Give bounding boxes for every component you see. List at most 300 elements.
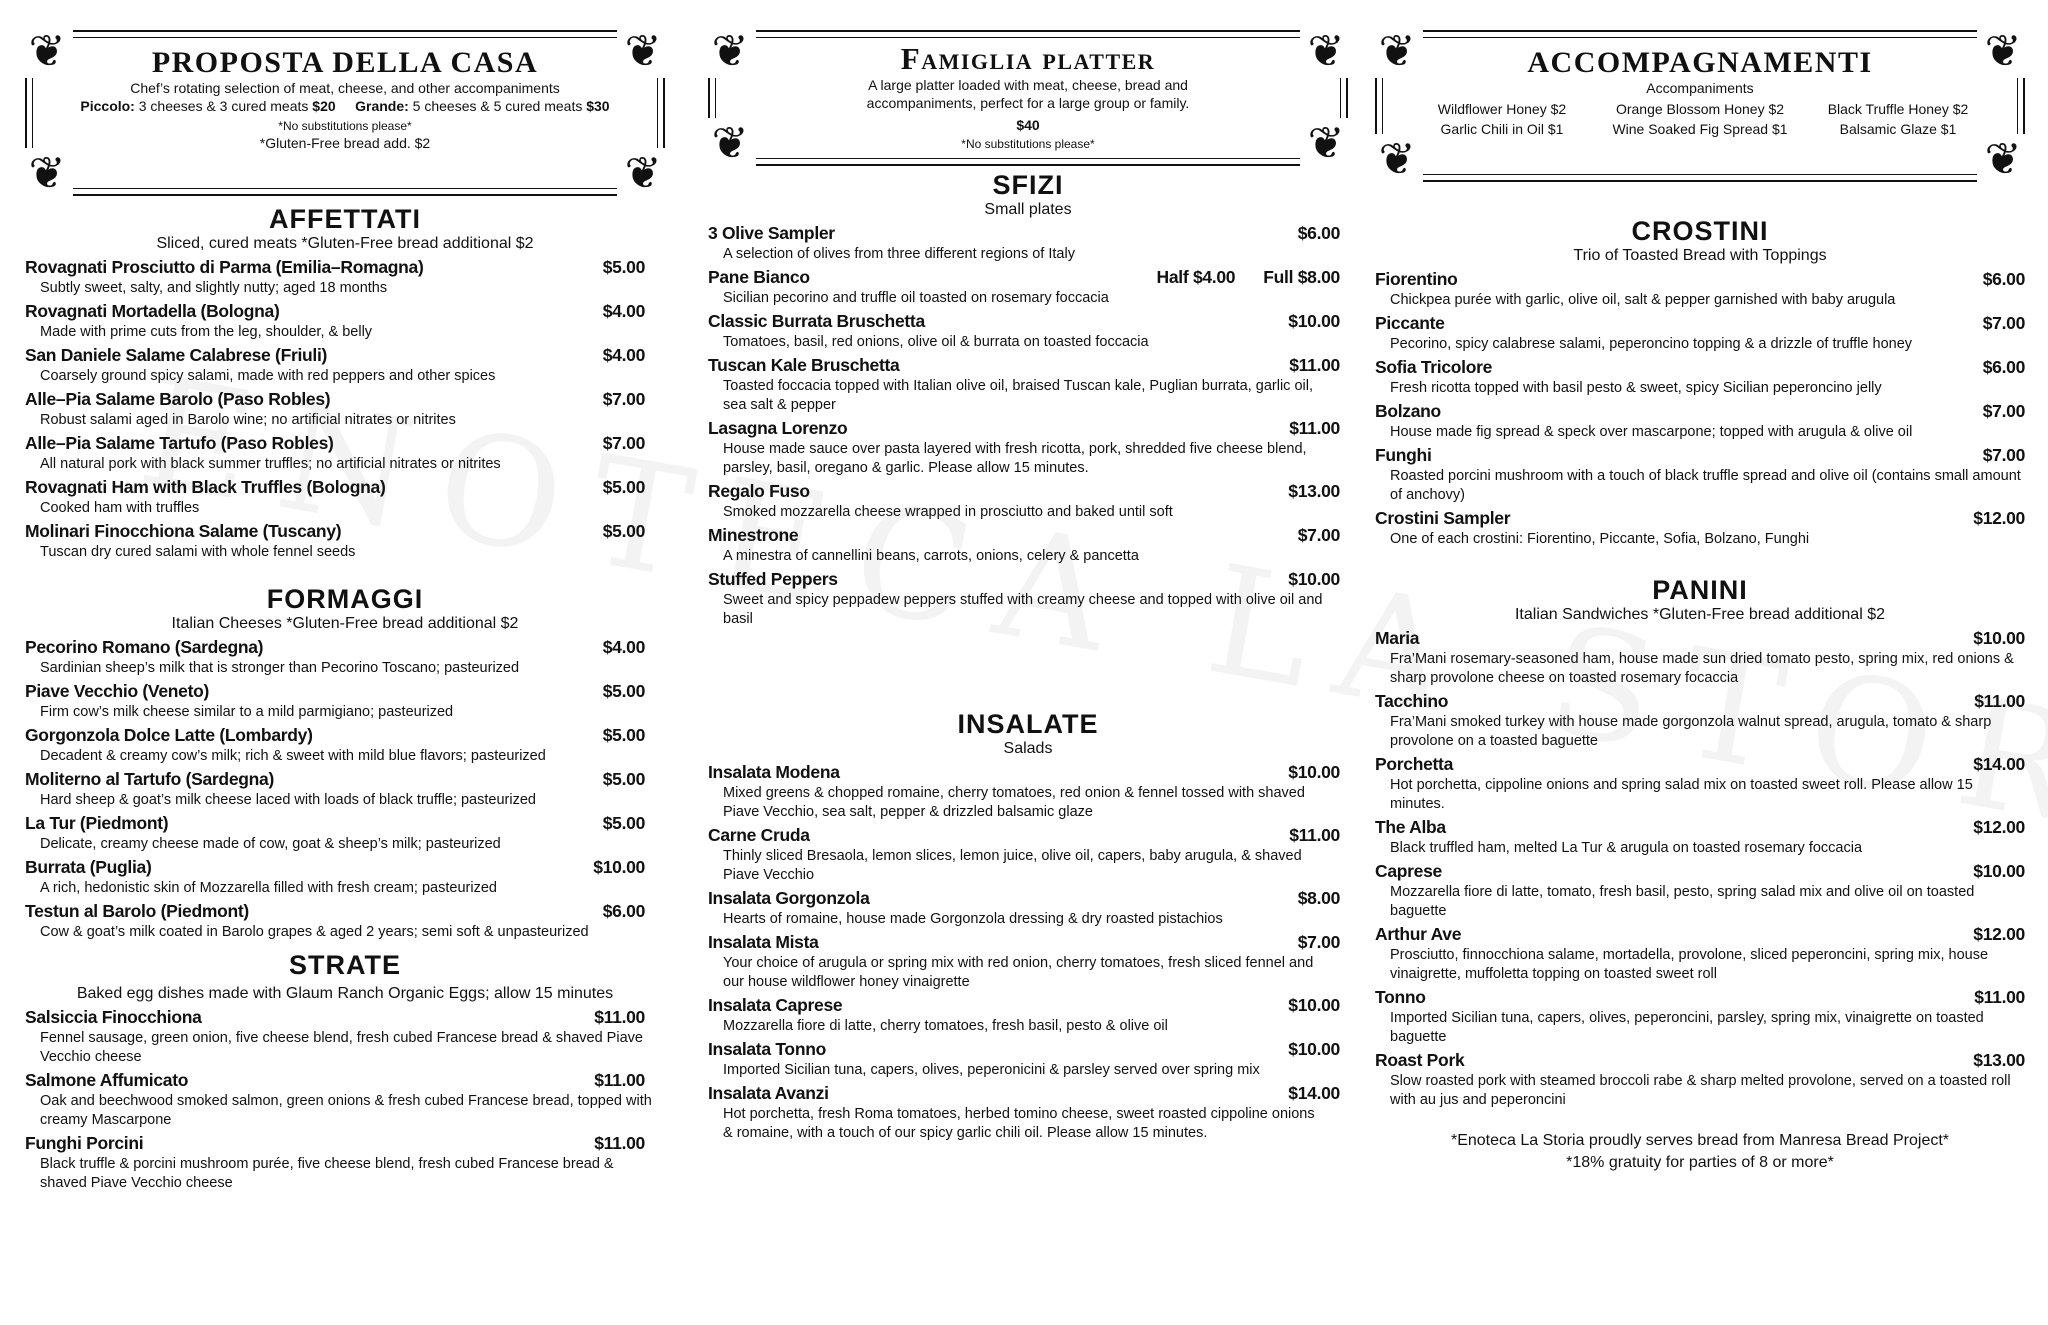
strate-section <box>25 950 665 1193</box>
menu-item-description: Sweet and spicy peppadew peppers stuffed with creamy cheese and topped with olive oil and basil <box>723 592 1323 627</box>
menu-item <box>1375 312 2025 354</box>
section-title: STRATE <box>289 950 401 980</box>
section-subtitle: Baked egg dishes made with Glaum Ranch Organic Eggs; allow 15 minutes <box>76 985 614 1002</box>
menu-item <box>708 524 1348 566</box>
menu-item-description: Oak and beechwood smoked salmon, green onions & fresh cubed Francese bread, topped with creamy Mascarpone <box>40 1093 652 1128</box>
menu-item-description: Delicate, creamy cheese made of cow, goat & sheep’s milk; pasteurized <box>40 836 501 852</box>
menu-item-header <box>1375 627 2025 650</box>
menu-item-price: $5.00 <box>602 257 645 277</box>
menu-item-name: Alle–Pia Salame Tartufo (Paso Robles) <box>25 433 334 453</box>
menu-item-header <box>1375 986 2025 1009</box>
menu-item-price: $6.00 <box>1982 357 2025 377</box>
menu-item <box>25 344 665 386</box>
menu-item-header <box>1375 444 2025 467</box>
menu-item-header <box>25 1069 645 1092</box>
menu-item-name: Porchetta <box>1375 754 1454 774</box>
menu-item-description: Fresh ricotta topped with basil pesto & sweet, spicy Sicilian peperoncino jelly <box>1390 380 1882 396</box>
menu-item-name: Salsiccia Finocchiona <box>25 1007 202 1027</box>
menu-item-header <box>708 824 1340 847</box>
ornament-icon: ❦ <box>1300 118 1352 170</box>
menu-item <box>25 636 665 678</box>
section-subtitle: Small plates <box>984 201 1072 218</box>
menu-item-price: $10.00 <box>1288 311 1340 331</box>
menu-item-list <box>708 761 1348 1143</box>
menu-item <box>708 417 1348 478</box>
menu-item <box>708 568 1348 629</box>
menu-item-name: Pecorino Romano (Sardegna) <box>25 637 264 657</box>
menu-item-price: $4.00 <box>602 637 645 657</box>
menu-item-description: A selection of olives from three different regions of Italy <box>723 246 1075 262</box>
affettati-section <box>25 204 665 562</box>
accompagnamenti-title: ACCOMPAGNAMENTI <box>1527 46 1873 79</box>
menu-item-name: 3 Olive Sampler <box>708 223 835 243</box>
menu-item-name: Insalata Mista <box>708 932 819 952</box>
menu-item-header <box>25 636 645 659</box>
ornament-icon: ❦ <box>617 26 669 78</box>
menu-item <box>708 761 1348 822</box>
proposta-box <box>25 26 665 199</box>
menu-item <box>25 1006 665 1067</box>
famiglia-price: $40 <box>1016 117 1040 134</box>
menu-item-list <box>25 636 665 942</box>
menu-item-description: Hard sheep & goat’s milk cheese laced with loads of black truffle; pasteurized <box>40 792 536 808</box>
menu-item-header <box>708 1038 1340 1061</box>
menu-item-name: Burrata (Puglia) <box>25 857 152 877</box>
section-title: CROSTINI <box>1631 216 1769 246</box>
section-title: FORMAGGI <box>266 584 424 614</box>
menu-item-price: $11.00 <box>594 1007 645 1027</box>
menu-item <box>25 256 665 298</box>
accompagnamenti-subtitle: Accompaniments <box>1646 80 1754 96</box>
ornament-icon: ❦ <box>1977 26 2029 78</box>
menu-item <box>25 900 665 942</box>
menu-item-price: $11.00 <box>1289 825 1340 845</box>
menu-item-price-full: Full $8.00 <box>1263 267 1340 287</box>
menu-item <box>708 994 1348 1036</box>
menu-item-description: Slow roasted pork with steamed broccoli rabe & sharp melted provolone, served on a toasted roll with au jus and peperoncini <box>1390 1073 2011 1108</box>
section-title: INSALATE <box>957 709 1099 739</box>
menu-item <box>708 1082 1348 1143</box>
menu-item-price: $14.00 <box>1288 1083 1340 1103</box>
menu-item-name: Funghi <box>1375 445 1432 465</box>
menu-item-header <box>25 344 645 367</box>
menu-item-price: $5.00 <box>602 769 645 789</box>
menu-item-description: A rich, hedonistic skin of Mozzarella filled with fresh cream; pasteurized <box>40 880 497 896</box>
menu-item-price: $11.00 <box>1974 691 2025 711</box>
menu-item-description: Sicilian pecorino and truffle oil toasted on rosemary foccacia <box>723 290 1109 306</box>
menu-item <box>708 480 1348 522</box>
menu-item-price: $10.00 <box>593 857 645 877</box>
proposta-gluten-note: *Gluten-Free bread add. $2 <box>259 135 431 151</box>
menu-item-description: Prosciutto, finnocchiona salame, mortadella, provolone, sliced peperoncini, spring mix, house vinaigrette, muffoletta topping on toasted sweet roll <box>1390 947 1989 982</box>
bread-note: *Enoteca La Storia proudly serves bread from Manresa Bread Project* <box>1450 1132 1950 1149</box>
ornament-icon: ❦ <box>617 148 669 200</box>
menu-item-description: Fra’Mani rosemary-seasoned ham, house made sun dried tomato pesto, spring mix, red onions & sharp provolone cheese on toasted rosemary focaccia <box>1390 651 2014 686</box>
menu-item-price: $10.00 <box>1288 995 1340 1015</box>
section-subtitle: Salads <box>1003 740 1053 757</box>
menu-item-header <box>25 300 645 323</box>
menu-item-header <box>708 354 1340 377</box>
menu-item-description: Hot porchetta, cippoline onions and spring salad mix on toasted sweet roll. Please allow 15 minutes. <box>1390 777 1973 812</box>
menu-item-description: All natural pork with black summer truffles; no artificial nitrates or nitrites <box>40 456 501 472</box>
menu-item-header <box>25 476 645 499</box>
menu-item-name: Insalata Gorgonzola <box>708 888 870 908</box>
menu-item-price: $14.00 <box>1973 754 2025 774</box>
menu-item-header <box>1375 860 2025 883</box>
famiglia-title: Famiglia platter <box>900 41 1156 76</box>
section-title: SFIZI <box>992 170 1064 200</box>
menu-item-header <box>25 388 645 411</box>
menu-item-header <box>1375 268 2025 291</box>
menu-item-description: Mozzarella fiore di latte, cherry tomatoes, fresh basil, pesto & olive oil <box>723 1018 1168 1034</box>
menu-item <box>1375 816 2025 858</box>
menu-item-price: $6.00 <box>1297 223 1340 243</box>
menu-item <box>25 724 665 766</box>
menu-item-price: $12.00 <box>1973 924 2025 944</box>
menu-item-price: $11.00 <box>1974 987 2025 1007</box>
menu-item <box>25 768 665 810</box>
menu-item <box>1375 268 2025 310</box>
ornament-icon: ❦ <box>1371 26 1423 78</box>
accompaniment-item: Orange Blossom Honey $2 <box>1615 101 1785 117</box>
menu-item <box>708 824 1348 885</box>
accompaniment-item: Garlic Chili in Oil $1 <box>1440 121 1564 137</box>
menu-item-price: $7.00 <box>1982 401 2025 421</box>
menu-item-header <box>1375 400 2025 423</box>
insalate-section <box>708 709 1348 1143</box>
menu-item-price: $5.00 <box>602 477 645 497</box>
menu-item-price: $11.00 <box>1289 418 1340 438</box>
menu-item-description: A minestra of cannellini beans, carrots, onions, celery & pancetta <box>723 548 1139 564</box>
menu-item-description: Black truffled ham, melted La Tur & arugula on toasted rosemary foccacia <box>1390 840 1863 856</box>
famiglia-desc-1: A large platter loaded with meat, cheese, bread and <box>868 77 1188 94</box>
menu-item <box>1375 356 2025 398</box>
menu-item-header <box>708 1082 1340 1105</box>
ornament-icon: ❦ <box>704 118 756 170</box>
menu-item-description: Firm cow’s milk cheese similar to a mild parmigiano; pasteurized <box>40 704 454 720</box>
sfizi-section <box>708 170 1348 629</box>
menu-item <box>25 432 665 474</box>
menu-item <box>25 300 665 342</box>
menu-item <box>1375 860 2025 921</box>
footer-notes <box>1375 1130 2025 1174</box>
menu-item <box>25 476 665 518</box>
menu-item-price: $11.00 <box>594 1133 645 1153</box>
menu-item-price: $4.00 <box>602 301 645 321</box>
menu-item-name: Molinari Finocchiona Salame (Tuscany) <box>25 521 342 541</box>
menu-item-price: $11.00 <box>594 1070 645 1090</box>
menu-item-name: Rovagnati Ham with Black Truffles (Bologna) <box>25 477 386 497</box>
section-title: PANINI <box>1652 575 1748 605</box>
menu-item-header <box>1375 816 2025 839</box>
menu-item-description: Coarsely ground spicy salami, made with red peppers and other spices <box>40 368 496 384</box>
menu-item-price: $10.00 <box>1288 1039 1340 1059</box>
menu-item-name: Testun al Barolo (Piedmont) <box>25 901 249 921</box>
famiglia-note: *No substitutions please* <box>961 137 1095 152</box>
menu-item-header <box>1375 312 2025 335</box>
menu-item-name: Maria <box>1375 628 1420 648</box>
menu-item-price: $8.00 <box>1297 888 1340 908</box>
accompaniment-item: Balsamic Glaze $1 <box>1839 121 1957 137</box>
menu-item-name: Insalata Tonno <box>708 1039 826 1059</box>
menu-item-list <box>1375 268 2025 549</box>
accompaniments-list <box>1407 99 1993 139</box>
menu-item-header <box>1375 690 2025 713</box>
section-subtitle: Italian Cheeses *Gluten-Free bread additional $2 <box>171 615 519 632</box>
menu-item <box>708 266 1348 308</box>
proposta-sizes: Piccolo: 3 cheeses & 3 cured meats $20 Grande: 5 cheeses & 5 cured meats $30 <box>80 98 610 114</box>
menu-item <box>708 931 1348 992</box>
menu-item-header <box>1375 507 2025 530</box>
menu-item <box>1375 444 2025 505</box>
accompaniment-item: Black Truffle Honey $2 <box>1827 101 1969 117</box>
menu-item-price: $11.00 <box>1289 355 1340 375</box>
menu-item-description: House made fig spread & speck over mascarpone; topped with arugula & olive oil <box>1390 424 1913 440</box>
menu-item-header <box>708 761 1340 784</box>
menu-item-header <box>1375 1049 2025 1072</box>
panini-section <box>1375 575 2025 1110</box>
menu-item <box>1375 400 2025 442</box>
menu-item <box>25 388 665 430</box>
menu-item-price: $5.00 <box>602 725 645 745</box>
ornament-icon: ❦ <box>1371 134 1423 186</box>
menu-item-prices <box>1157 266 1340 289</box>
menu-item-price: $7.00 <box>1982 445 2025 465</box>
menu-item-list <box>25 1006 665 1193</box>
menu-item-name: Sofia Tricolore <box>1375 357 1493 377</box>
menu-item-header <box>708 417 1340 440</box>
menu-item-header <box>25 724 645 747</box>
menu-item-price: $5.00 <box>602 813 645 833</box>
menu-item-name: Lasagna Lorenzo <box>708 418 848 438</box>
menu-item <box>1375 627 2025 688</box>
menu-item-name: Rovagnati Mortadella (Bologna) <box>25 301 280 321</box>
menu-item-price: $10.00 <box>1288 569 1340 589</box>
menu-item-name: Pane Bianco <box>708 267 810 287</box>
menu-item-price: $4.00 <box>602 345 645 365</box>
menu-item-description: Mixed greens & chopped romaine, cherry tomatoes, red onion & fennel tossed with shaved Piave Vecchio, sea salt, pepper & drizzled balsamic glaze <box>723 785 1305 820</box>
menu-item-description: Chickpea purée with garlic, olive oil, salt & pepper garnished with baby arugula <box>1390 292 1896 308</box>
menu-item-name: Roast Pork <box>1375 1050 1465 1070</box>
menu-item-header <box>25 432 645 455</box>
menu-item-description: Made with prime cuts from the leg, shoulder, & belly <box>40 324 373 340</box>
menu-column-middle <box>708 26 1348 1143</box>
menu-item-header <box>25 768 645 791</box>
ornament-icon: ❦ <box>704 26 756 78</box>
menu-item-header <box>25 1132 645 1155</box>
menu-item-name: Stuffed Peppers <box>708 569 838 589</box>
menu-item-price: $6.00 <box>1982 269 2025 289</box>
menu-item <box>708 1038 1348 1080</box>
section-title: AFFETTATI <box>269 204 421 234</box>
menu-item-name: Classic Burrata Bruschetta <box>708 311 925 331</box>
menu-item-description: Hot porchetta, fresh Roma tomatoes, herbed tomino cheese, sweet roasted cippoline onions & romaine, with a touch of our spicy garlic chili oil. Please allow 15 minutes. <box>723 1106 1315 1141</box>
menu-item-price-half: Half $4.00 <box>1156 267 1236 287</box>
menu-item-price: $7.00 <box>602 433 645 453</box>
menu-item-description: Pecorino, spicy calabrese salami, peperoncino topping & a drizzle of truffle honey <box>1390 336 1913 352</box>
menu-item-price: $6.00 <box>602 901 645 921</box>
menu-item <box>1375 923 2025 984</box>
menu-item-description: Imported Sicilian tuna, capers, olives, peperonicini & parsley served over spring mix <box>723 1062 1260 1078</box>
menu-item-header <box>708 222 1340 245</box>
menu-item <box>1375 690 2025 751</box>
menu-item-name: Piave Vecchio (Veneto) <box>25 681 210 701</box>
menu-item-price: $5.00 <box>602 521 645 541</box>
section-subtitle: Italian Sandwiches *Gluten-Free bread additional $2 <box>1514 606 1885 623</box>
menu-item <box>1375 1049 2025 1110</box>
menu-item-header <box>708 524 1340 547</box>
menu-item-name: Arthur Ave <box>1375 924 1462 944</box>
menu-item-header <box>708 887 1340 910</box>
menu-item-name: Tacchino <box>1375 691 1449 711</box>
menu-item-description: One of each crostini: Fiorentino, Piccante, Sofia, Bolzano, Funghi <box>1390 531 1810 547</box>
menu-item-header <box>1375 923 2025 946</box>
menu-item-name: San Daniele Salame Calabrese (Friuli) <box>25 345 328 365</box>
menu-item-description: Imported Sicilian tuna, capers, olives, peperoncini, parsley, spring mix, vinaigrette on toasted baguette <box>1390 1010 1984 1045</box>
menu-item-header <box>25 520 645 543</box>
menu-item-header <box>25 812 645 835</box>
menu-item <box>1375 507 2025 549</box>
accompaniment-item: Wine Soaked Fig Spread $1 <box>1612 121 1788 137</box>
menu-item <box>25 680 665 722</box>
menu-item-header <box>708 931 1340 954</box>
menu-item-header <box>1375 753 2025 776</box>
menu-item <box>708 222 1348 264</box>
menu-item-description: Robust salami aged in Barolo wine; no artificial nitrates or nitrites <box>40 412 456 428</box>
menu-item-description: Cow & goat’s milk coated in Barolo grapes & aged 2 years; semi soft & unpasteurized <box>40 924 589 940</box>
menu-item-price: $7.00 <box>1297 525 1340 545</box>
menu-item-name: Insalata Avanzi <box>708 1083 829 1103</box>
menu-item-name: Fiorentino <box>1375 269 1458 289</box>
menu-item-description: Decadent & creamy cow’s milk; rich & sweet with mild blue flavors; pasteurized <box>40 748 546 764</box>
menu-item-price: $10.00 <box>1973 628 2025 648</box>
menu-item-description: Sardinian sheep’s milk that is stronger than Pecorino Toscano; pasteurized <box>40 660 520 676</box>
menu-item-price: $13.00 <box>1288 481 1340 501</box>
menu-item-header <box>25 900 645 923</box>
accompagnamenti-box <box>1375 26 2025 185</box>
ornament-icon: ❦ <box>21 26 73 78</box>
menu-column-left <box>25 26 665 1193</box>
menu-item-price: $12.00 <box>1973 817 2025 837</box>
ornament-icon: ❦ <box>21 148 73 200</box>
proposta-desc: Chef’s rotating selection of meat, cheese, and other accompaniments <box>130 80 560 96</box>
menu-item <box>25 1069 665 1130</box>
menu-item-price: $13.00 <box>1973 1050 2025 1070</box>
menu-item <box>708 887 1348 929</box>
crostini-section <box>1375 216 2025 549</box>
accompaniment-item: Wildflower Honey $2 <box>1437 101 1567 117</box>
menu-item-description: Mozzarella fiore di latte, tomato, fresh basil, pesto, spring salad mix and olive oil on toasted baguette <box>1390 884 1975 919</box>
menu-item-name: Bolzano <box>1375 401 1441 421</box>
menu-item-name: Caprese <box>1375 861 1442 881</box>
menu-item-price: $7.00 <box>602 389 645 409</box>
menu-item-description: Tomatoes, basil, red onions, olive oil & burrata on toasted foccacia <box>723 334 1149 350</box>
menu-item-price: $12.00 <box>1973 508 2025 528</box>
menu-column-right <box>1375 26 2025 1174</box>
menu-item-name: Moliterno al Tartufo (Sardegna) <box>25 769 274 789</box>
formaggi-section <box>25 584 665 942</box>
menu-item-header <box>25 856 645 879</box>
menu-item-header <box>708 568 1340 591</box>
menu-item <box>25 856 665 898</box>
menu-item-name: Piccante <box>1375 313 1445 333</box>
ornament-icon: ❦ <box>1977 134 2029 186</box>
menu-item-description: Smoked mozzarella cheese wrapped in prosciutto and baked until soft <box>723 504 1173 520</box>
menu-item <box>708 354 1348 415</box>
proposta-note: *No substitutions please* <box>278 119 412 133</box>
menu-item-description: Your choice of arugula or spring mix with red onion, cherry tomatoes, fresh sliced fennel and our house wildflower honey vinaigrette <box>723 955 1314 990</box>
menu-item-price: $7.00 <box>1297 932 1340 952</box>
menu-item-name: Minestrone <box>708 525 799 545</box>
menu-item-name: Funghi Porcini <box>25 1133 144 1153</box>
menu-item-name: Insalata Caprese <box>708 995 843 1015</box>
menu-item-header <box>25 256 645 279</box>
famiglia-box <box>708 26 1348 169</box>
menu-item-name: Gorgonzola Dolce Latte (Lombardy) <box>25 725 313 745</box>
menu-item-header <box>25 680 645 703</box>
menu-item-list <box>708 222 1348 629</box>
ornament-icon: ❦ <box>1300 26 1352 78</box>
menu-item <box>1375 753 2025 814</box>
menu-item-description: Fennel sausage, green onion, five cheese blend, fresh cubed Francese bread & shaved Piave Vecchio cheese <box>40 1030 643 1065</box>
menu-item-price: $10.00 <box>1288 762 1340 782</box>
menu-item-name: Tonno <box>1375 987 1426 1007</box>
menu-item-name: Rovagnati Prosciutto di Parma (Emilia–Romagna) <box>25 257 424 277</box>
menu-item-name: Crostini Sampler <box>1375 508 1511 528</box>
menu-item <box>25 520 665 562</box>
menu-item-header <box>1375 356 2025 379</box>
menu-item-description: Thinly sliced Bresaola, lemon slices, lemon juice, olive oil, capers, baby arugula, & shaved Piave Vecchio <box>723 848 1302 883</box>
menu-item <box>25 812 665 854</box>
menu-item-name: The Alba <box>1375 817 1446 837</box>
menu-item-header <box>708 994 1340 1017</box>
menu-item-price: $5.00 <box>602 681 645 701</box>
menu-item-description: Fra’Mani smoked turkey with house made gorgonzola walnut spread, arugula, tomato & sharp provolone on a toasted baguette <box>1390 714 1992 749</box>
menu-item-name: Tuscan Kale Bruschetta <box>708 355 900 375</box>
menu-item-price: $10.00 <box>1973 861 2025 881</box>
menu-item-header <box>25 1006 645 1029</box>
menu-item-price: $7.00 <box>1982 313 2025 333</box>
menu-item-list <box>25 256 665 562</box>
menu-item-name: Alle–Pia Salame Barolo (Paso Robles) <box>25 389 331 409</box>
menu-item <box>1375 986 2025 1047</box>
menu-item-header <box>708 310 1340 333</box>
famiglia-desc-2: accompaniments, perfect for a large group or family. <box>866 95 1190 112</box>
menu-item-name: Carne Cruda <box>708 825 810 845</box>
menu-item-description: House made sauce over pasta layered with fresh ricotta, pork, shredded five cheese blend, parsley, basil, oregano & garlic. Please allow 15 minutes. <box>723 441 1307 476</box>
section-subtitle: Sliced, cured meats *Gluten-Free bread additional $2 <box>156 235 534 252</box>
menu-item-description: Subtly sweet, salty, and slightly nutty; aged 18 months <box>40 280 388 296</box>
menu-item-description: Black truffle & porcini mushroom purée, five cheese blend, fresh cubed Francese bread & shaved Piave Vecchio cheese <box>40 1156 614 1191</box>
menu-item-description: Toasted foccacia topped with Italian olive oil, braised Tuscan kale, Puglian burrata, garlic oil, sea salt & pepper <box>723 378 1313 413</box>
menu-item-name: Insalata Modena <box>708 762 840 782</box>
menu-item-description: Cooked ham with truffles <box>40 500 200 516</box>
menu-item-name: Regalo Fuso <box>708 481 810 501</box>
proposta-title: PROPOSTA DELLA CASA <box>151 46 539 79</box>
section-subtitle: Trio of Toasted Bread with Toppings <box>1573 247 1827 264</box>
menu-item-name: Salmone Affumicato <box>25 1070 189 1090</box>
menu-item-header <box>708 480 1340 503</box>
gratuity-note: *18% gratuity for parties of 8 or more* <box>1566 1154 1834 1171</box>
menu-item-header <box>708 266 1340 289</box>
menu-item <box>708 310 1348 352</box>
menu-item <box>25 1132 665 1193</box>
menu-item-description: Roasted porcini mushroom with a touch of black truffle spread and olive oil (contains small amount of anchovy) <box>1390 468 2021 503</box>
menu-item-description: Tuscan dry cured salami with whole fennel seeds <box>40 544 356 560</box>
menu-item-list <box>1375 627 2025 1110</box>
menu-item-description: Hearts of romaine, house made Gorgonzola dressing & dry roasted pistachios <box>723 911 1223 927</box>
menu-item-name: La Tur (Piedmont) <box>25 813 169 833</box>
